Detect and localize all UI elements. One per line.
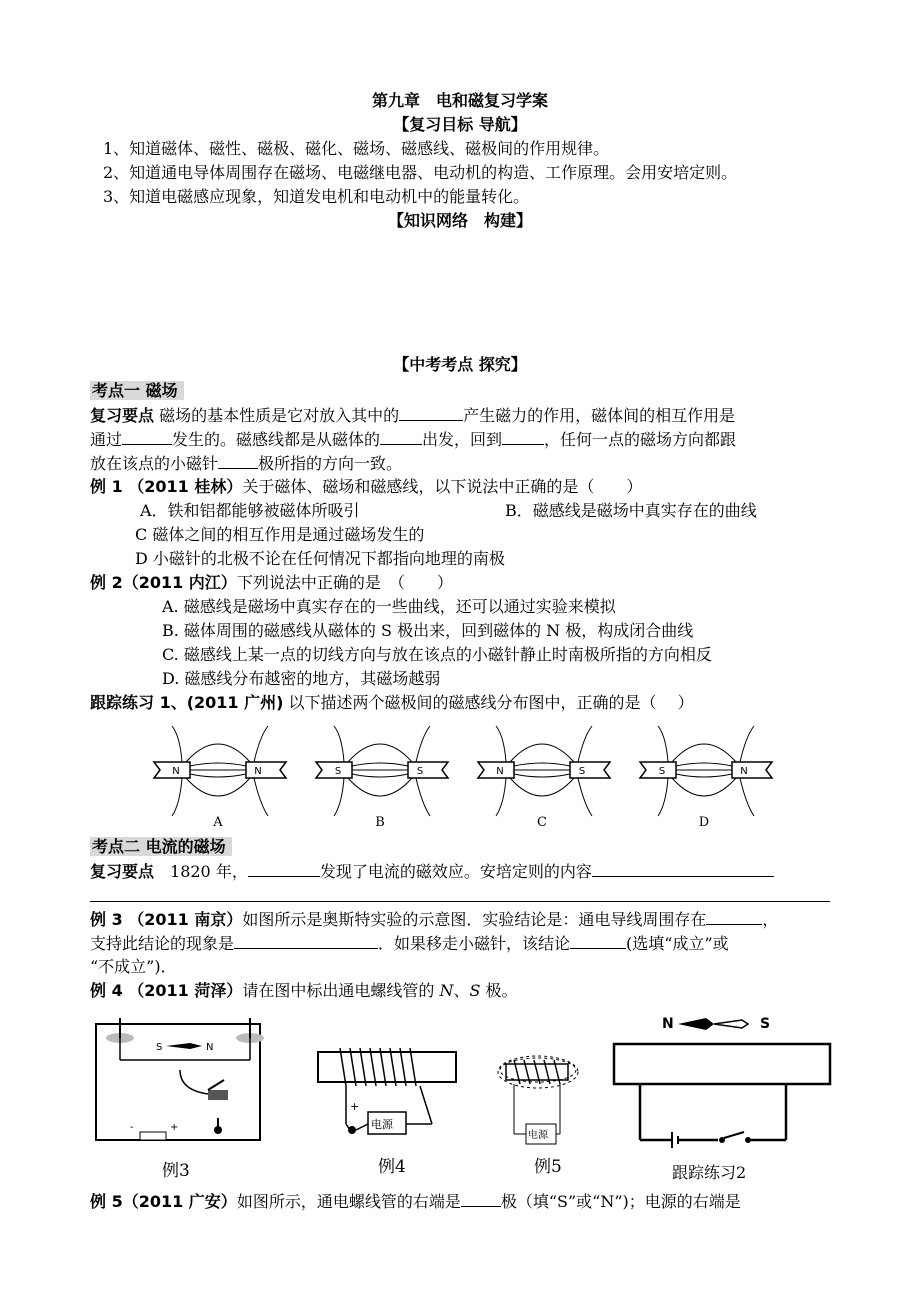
goal-item-2: 2、知道通电导体周围存在磁场、电磁继电器、电动机的构造、工作原理。会用安培定则。 xyxy=(103,163,738,182)
blank xyxy=(461,1190,501,1207)
pole-label-left: S xyxy=(658,766,666,777)
ex2-question: 例 2（2011 内江）下列说法中正确的是 （ ） xyxy=(90,573,453,592)
blank xyxy=(122,428,172,445)
ex1-option-c: C 磁体之间的相互作用是通过磁场发生的 xyxy=(135,525,425,544)
figure-ex3-oersted xyxy=(90,1010,270,1152)
goal-item-1: 1、知道磁体、磁性、磁极、磁化、磁场、磁感线、磁极间的作用规律。 xyxy=(103,139,610,158)
practice1-question: 跟踪练习 1、(2011 广州) 以下描述两个磁极间的磁感线分布图中，正确的是（ ） xyxy=(90,693,694,712)
fig3-caption: 例3 xyxy=(162,1161,190,1181)
diagram-letter: C xyxy=(537,815,547,830)
practice2-caption: 跟踪练习2 xyxy=(672,1163,747,1182)
blank xyxy=(706,908,762,925)
ex3-line1: 例 3 （2011 南京）如图所示是奥斯特实验的示意图．实验结论是：通电导线周围存在 ， xyxy=(90,910,779,929)
ex1-option-d: D 小磁针的北极不论在任何情况下都指向地理的南极 xyxy=(135,549,505,568)
blank xyxy=(248,860,320,877)
section-goals-heading: 【复习目标 导航】 xyxy=(393,115,527,134)
pole-label-right: N xyxy=(740,766,748,777)
pole-label-right: S xyxy=(578,766,586,777)
kp2-review: 复习要点 1820 年， 发现了电流的磁效应。安培定则的内容 xyxy=(90,860,774,883)
power-label: 电源 xyxy=(371,1118,393,1131)
blank xyxy=(380,428,422,445)
ex2-option-c: C. 磁感线上某一点的切线方向与放在该点的小磁针静止时南极所指的方向相反 xyxy=(162,645,712,664)
ex3-line3: “不成立”)． xyxy=(90,957,177,976)
kp1-heading: 考点一 磁场 xyxy=(90,380,184,402)
svg-text:-: - xyxy=(130,1122,134,1133)
pole-label-left: S xyxy=(334,766,342,777)
blank xyxy=(218,452,258,469)
ex2-option-a: A. 磁感线是磁场中真实存在的一些曲线，还可以通过实验来模拟 xyxy=(162,597,616,616)
compass-s-label: S xyxy=(156,1042,163,1053)
magnet-diagram-b xyxy=(316,726,448,830)
svg-text:+: + xyxy=(170,1122,179,1133)
kp1-review-line3: 放在该点的小磁针 极所指的方向一致。 xyxy=(90,454,403,473)
fig5-caption: 例5 xyxy=(534,1157,562,1177)
magnet-diagram-c xyxy=(478,726,610,830)
ex1-option-b: B．磁感线是磁场中真实存在的曲线 xyxy=(505,501,757,520)
ex2-option-b: B. 磁体周围的磁感线从磁体的 S 极出来，回到磁体的 N 极，构成闭合曲线 xyxy=(162,621,694,640)
section-network-heading: 【知识网络 构建】 xyxy=(387,211,532,230)
needle-s-label: S xyxy=(760,1016,771,1032)
section-exam-heading: 【中考考点 探究】 xyxy=(393,355,527,374)
svg-text:+: + xyxy=(350,1100,360,1113)
diagram-letter: B xyxy=(375,815,385,830)
magnet-diagrams xyxy=(150,722,790,830)
diagram-letter: A xyxy=(213,815,223,830)
figure-ex4-solenoid xyxy=(310,1040,460,1140)
ex4-question: 例 4 （2011 菏泽）请在图中标出通电螺线管的 N、S 极。 xyxy=(90,981,518,1000)
pole-label-right: S xyxy=(416,766,424,777)
compass-n-label: N xyxy=(206,1042,214,1053)
ex1-option-a: A．铁和铝都能够被磁体所吸引 xyxy=(140,501,360,520)
kp2-heading: 考点二 电流的磁场 xyxy=(90,836,232,858)
blank xyxy=(502,428,544,445)
ex3-line2: 支持此结论的现象是 ．如果移走小磁针，该结论 (选填“成立”或 xyxy=(90,934,729,953)
ex1-question: 例 1 （2011 桂林）关于磁体、磁场和磁感线，以下说法中正确的是（ ） xyxy=(90,477,643,496)
kp1-review-line1: 复习要点 磁场的基本性质是它对放入其中的 产生磁力的作用，磁体间的相互作用是 xyxy=(90,406,736,425)
needle-n-label: N xyxy=(662,1016,674,1032)
blank xyxy=(592,860,774,877)
page-title: 第九章 电和磁复习学案 xyxy=(371,91,548,110)
pole-label-right: N xyxy=(254,766,262,777)
figure-ex5-solenoid xyxy=(496,1050,586,1150)
blank xyxy=(234,932,378,949)
answer-line xyxy=(90,901,830,902)
blank xyxy=(570,932,626,949)
blank xyxy=(399,404,463,421)
power-label: 电源 xyxy=(528,1130,548,1141)
ex2-option-d: D. 磁感线分布越密的地方，其磁场越弱 xyxy=(162,669,441,688)
goal-item-3: 3、知道电磁感应现象，知道发电机和电动机中的能量转化。 xyxy=(103,187,530,206)
pole-label-left: N xyxy=(496,766,504,777)
kp1-review-line2: 通过 发生的。磁感线都是从磁体的 出发，回到 ，任何一点的磁场方向都跟 xyxy=(90,430,737,449)
magnet-diagram-d xyxy=(640,726,772,830)
fig4-caption: 例4 xyxy=(378,1157,406,1177)
figure-practice2 xyxy=(610,1014,838,1154)
ex5-question: 例 5（2011 广安）如图所示，通电螺线管的右端是 极（填“S”或“N”)；电源的右端是 xyxy=(90,1192,741,1211)
magnet-diagram-a xyxy=(154,726,286,830)
diagram-letter: D xyxy=(698,815,710,830)
pole-label-left: N xyxy=(172,766,180,777)
